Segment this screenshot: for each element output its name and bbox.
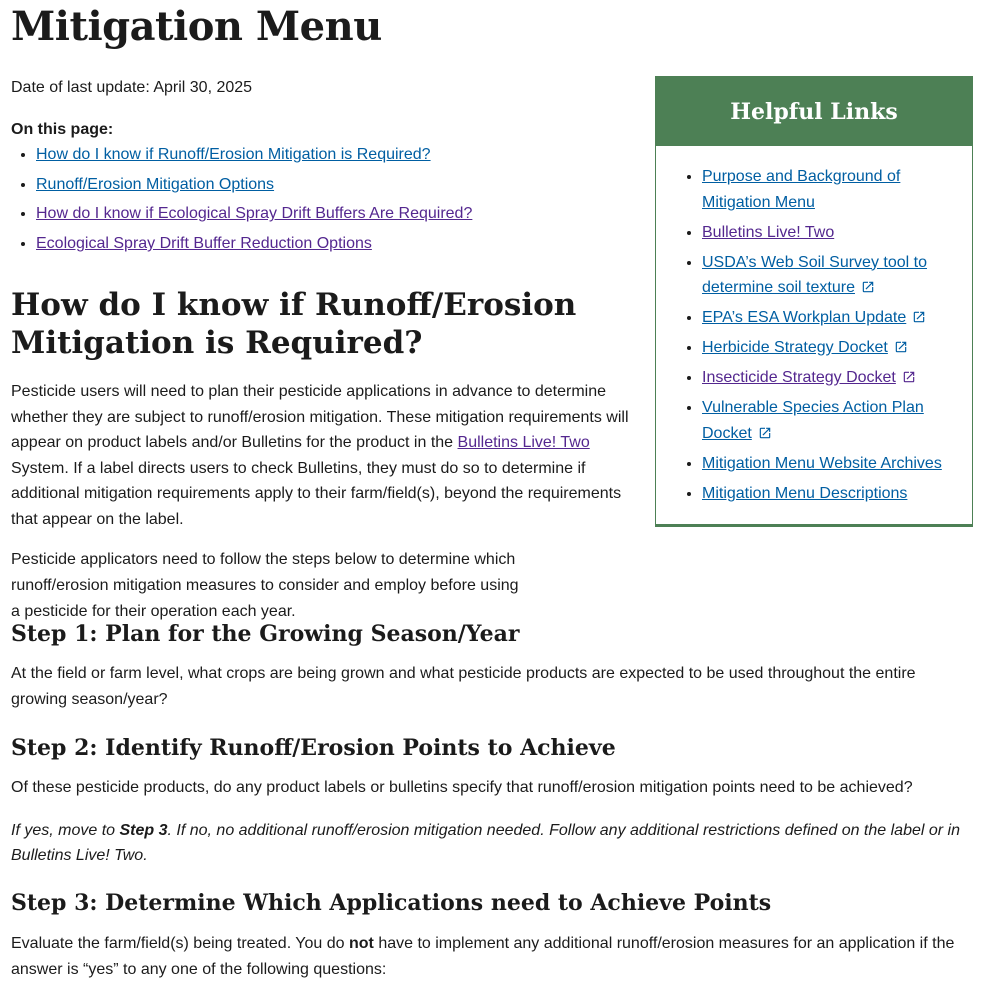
- link-web-soil-survey-label: USDA’s Web Soil Survey tool to determine soil texture: [702, 253, 927, 296]
- step3-text-bold: not: [349, 935, 374, 952]
- external-link-icon: [861, 281, 873, 293]
- applicator-steps-paragraph: [11, 547, 971, 625]
- external-link-icon: [758, 427, 770, 439]
- step2-note-start: If yes, move to: [11, 822, 120, 839]
- list-item: [702, 305, 962, 331]
- link-purpose-background[interactable]: Purpose and Background of Mitigation Menu: [702, 168, 901, 211]
- list-item: [702, 250, 962, 301]
- link-esa-workplan-label: EPA’s ESA Workplan Update: [702, 309, 907, 326]
- step3-text-end: have to implement any additional runoff/erosion measures for an application if the answer is “yes” to any one of the following questions:: [11, 935, 955, 978]
- external-link-icon: [912, 311, 924, 323]
- step2-text: Of these pesticide products, do any product labels or bulletins specify that runoff/erosion mitigation points need to be achieved?: [11, 779, 913, 796]
- on-this-page-title: On this page:: [11, 121, 114, 138]
- list-item: [702, 451, 962, 477]
- list-item: [702, 164, 962, 215]
- step2-note: [11, 818, 971, 868]
- link-vulnerable-species-docket[interactable]: [702, 399, 924, 442]
- link-bulletins-live-two[interactable]: Bulletins Live! Two: [702, 223, 835, 241]
- step3-heading: Step 3: Determine Which Applications need to Achieve Points: [11, 890, 772, 916]
- step3-text-start: Evaluate the farm/field(s) being treated. You do: [11, 935, 349, 952]
- link-herbicide-docket[interactable]: [702, 339, 906, 356]
- list-item: [702, 335, 962, 361]
- link-esa-workplan[interactable]: [702, 309, 924, 326]
- list-item: [702, 395, 962, 446]
- external-link-icon: [894, 341, 906, 353]
- step2-heading: Step 2: Identify Runoff/Erosion Points to Achieve: [11, 735, 616, 761]
- link-insecticide-docket-label: Insecticide Strategy Docket: [702, 369, 896, 386]
- helpful-links-title: Helpful Links: [656, 77, 972, 146]
- external-link-icon: [902, 371, 914, 383]
- step3-text: [11, 931, 971, 983]
- step2-note-end: . If no, no additional runoff/erosion mitigation needed. Follow any additional restrictions defined on the label or in Bulletins Live! Two.: [11, 822, 960, 864]
- step1-text: At the field or farm level, what crops are being grown and what pesticide products are expected to be used throughout the entire growing season/year?: [11, 665, 916, 708]
- link-vulnerable-species-label: Vulnerable Species Action Plan Docket: [702, 399, 924, 442]
- page-title: Mitigation Menu: [11, 3, 382, 50]
- list-item: [36, 142, 596, 172]
- list-item: [36, 201, 596, 231]
- last-updated-date: Date of last update: April 30, 2025: [11, 79, 253, 96]
- helpful-links-sidebar: [655, 76, 973, 527]
- toc-link-runoff-options[interactable]: Runoff/Erosion Mitigation Options: [36, 175, 275, 193]
- link-menu-descriptions[interactable]: Mitigation Menu Descriptions: [702, 484, 908, 502]
- toc-link-drift-buffers-required[interactable]: How do I know if Ecological Spray Drift Buffers Are Required?: [36, 205, 473, 223]
- step2-note-bold: Step 3: [119, 822, 168, 839]
- list-item: [702, 365, 962, 391]
- link-herbicide-docket-label: Herbicide Strategy Docket: [702, 339, 888, 356]
- section-heading-runoff-required: How do I know if Runoff/Erosion Mitigation is Required?: [11, 287, 577, 361]
- list-item: [702, 220, 962, 246]
- on-this-page-list: [0, 142, 596, 261]
- bulletins-live-two-link[interactable]: Bulletins Live! Two: [457, 434, 590, 451]
- intro-text-end: System. If a label directs users to check Bulletins, they must do so to determine if additional mitigation requirements apply to their farm/field(s), beyond the requirements that appear on the label.: [11, 459, 622, 528]
- step1-heading: Step 1: Plan for the Growing Season/Year: [11, 621, 520, 647]
- applicator-steps-text: Pesticide applicators need to follow the steps below to determine which runoff/erosion mitigation measures to consider and employ before using a pesticide for their operation each year.: [11, 551, 519, 620]
- list-item: [36, 231, 596, 261]
- link-web-soil-survey[interactable]: [702, 254, 927, 297]
- intro-text-start: Pesticide users will need to plan their pesticide applications in advance to determine whether they are subject to runoff/erosion mitigation. These mitigation requirements will appear on product labels and/or Bulletins for the product in the: [11, 383, 629, 451]
- toc-link-runoff-required[interactable]: How do I know if Runoff/Erosion Mitigation is Required?: [36, 146, 431, 163]
- list-item: [36, 172, 596, 202]
- link-insecticide-docket[interactable]: [702, 369, 914, 386]
- link-website-archives[interactable]: Mitigation Menu Website Archives: [702, 454, 942, 472]
- helpful-links-list: [656, 146, 962, 506]
- toc-link-drift-buffer-options[interactable]: Ecological Spray Drift Buffer Reduction Options: [36, 235, 372, 253]
- list-item: [702, 481, 962, 507]
- intro-paragraph: [11, 379, 631, 532]
